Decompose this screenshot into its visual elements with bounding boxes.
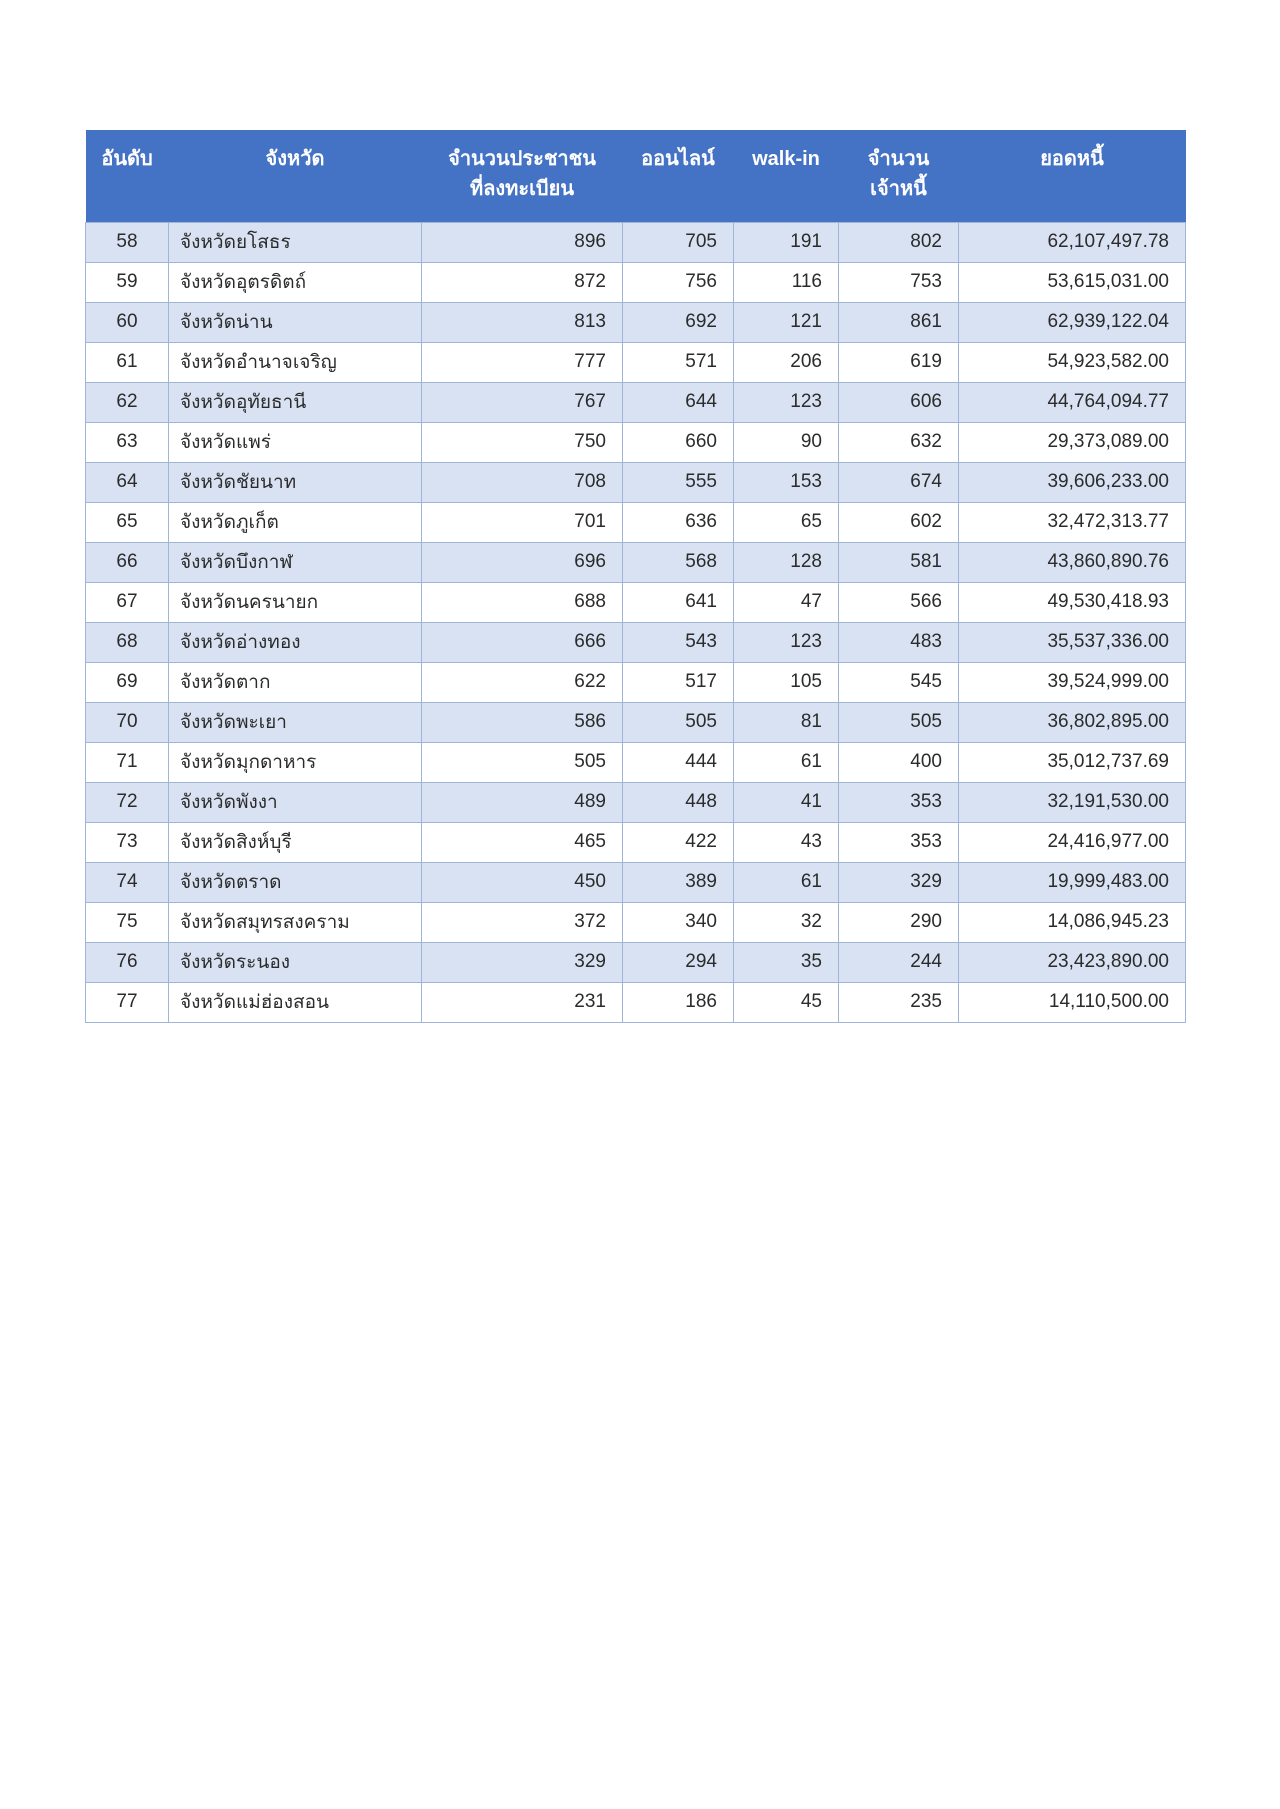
cell-walkin: 123 <box>734 382 839 422</box>
cell-registered: 767 <box>422 382 623 422</box>
cell-creditors: 753 <box>839 262 959 302</box>
cell-online: 660 <box>623 422 734 462</box>
cell-online: 505 <box>623 702 734 742</box>
cell-registered: 666 <box>422 622 623 662</box>
cell-registered: 372 <box>422 902 623 942</box>
cell-rank: 67 <box>86 582 169 622</box>
col-header-registered <box>422 130 623 222</box>
cell-registered: 329 <box>422 942 623 982</box>
cell-debt: 62,107,497.78 <box>959 222 1186 262</box>
cell-registered: 777 <box>422 342 623 382</box>
cell-walkin: 153 <box>734 462 839 502</box>
table-row <box>86 542 1186 582</box>
cell-creditors: 545 <box>839 662 959 702</box>
cell-creditors: 290 <box>839 902 959 942</box>
cell-debt: 24,416,977.00 <box>959 822 1186 862</box>
cell-online: 340 <box>623 902 734 942</box>
cell-online: 448 <box>623 782 734 822</box>
cell-creditors: 606 <box>839 382 959 422</box>
cell-province: จังหวัดชัยนาท <box>169 462 422 502</box>
cell-province: จังหวัดอำนาจเจริญ <box>169 342 422 382</box>
cell-walkin: 128 <box>734 542 839 582</box>
cell-rank: 68 <box>86 622 169 662</box>
cell-creditors: 602 <box>839 502 959 542</box>
cell-creditors: 353 <box>839 782 959 822</box>
cell-online: 705 <box>623 222 734 262</box>
province-debt-table <box>85 130 1186 1023</box>
cell-registered: 688 <box>422 582 623 622</box>
cell-online: 517 <box>623 662 734 702</box>
cell-debt: 62,939,122.04 <box>959 302 1186 342</box>
table-row <box>86 342 1186 382</box>
cell-walkin: 81 <box>734 702 839 742</box>
cell-creditors: 483 <box>839 622 959 662</box>
cell-province: จังหวัดสิงห์บุรี <box>169 822 422 862</box>
cell-walkin: 43 <box>734 822 839 862</box>
cell-rank: 74 <box>86 862 169 902</box>
cell-province: จังหวัดอุทัยธานี <box>169 382 422 422</box>
cell-creditors: 566 <box>839 582 959 622</box>
cell-registered: 489 <box>422 782 623 822</box>
cell-creditors: 329 <box>839 862 959 902</box>
table-row <box>86 222 1186 262</box>
cell-walkin: 105 <box>734 662 839 702</box>
cell-creditors: 674 <box>839 462 959 502</box>
cell-walkin: 123 <box>734 622 839 662</box>
cell-online: 294 <box>623 942 734 982</box>
cell-rank: 70 <box>86 702 169 742</box>
cell-registered: 465 <box>422 822 623 862</box>
cell-province: จังหวัดน่าน <box>169 302 422 342</box>
cell-creditors: 802 <box>839 222 959 262</box>
cell-online: 186 <box>623 982 734 1022</box>
cell-registered: 586 <box>422 702 623 742</box>
table-row <box>86 902 1186 942</box>
col-header-walkin <box>734 130 839 222</box>
cell-walkin: 191 <box>734 222 839 262</box>
cell-online: 571 <box>623 342 734 382</box>
col-header-registered-label-line1: จำนวนประชาชน <box>448 148 596 170</box>
cell-registered: 622 <box>422 662 623 702</box>
col-header-online <box>623 130 734 222</box>
cell-creditors: 861 <box>839 302 959 342</box>
cell-rank: 64 <box>86 462 169 502</box>
cell-province: จังหวัดบึงกาฬ <box>169 542 422 582</box>
table-row <box>86 502 1186 542</box>
cell-debt: 35,537,336.00 <box>959 622 1186 662</box>
cell-walkin: 45 <box>734 982 839 1022</box>
col-header-debt <box>959 130 1186 222</box>
cell-registered: 813 <box>422 302 623 342</box>
cell-debt: 44,764,094.77 <box>959 382 1186 422</box>
table-row <box>86 662 1186 702</box>
cell-online: 692 <box>623 302 734 342</box>
cell-online: 444 <box>623 742 734 782</box>
cell-rank: 72 <box>86 782 169 822</box>
cell-rank: 75 <box>86 902 169 942</box>
cell-province: จังหวัดระนอง <box>169 942 422 982</box>
cell-creditors: 353 <box>839 822 959 862</box>
cell-rank: 65 <box>86 502 169 542</box>
cell-online: 644 <box>623 382 734 422</box>
cell-walkin: 32 <box>734 902 839 942</box>
cell-registered: 750 <box>422 422 623 462</box>
table-header <box>86 130 1186 222</box>
table-row <box>86 622 1186 662</box>
cell-debt: 53,615,031.00 <box>959 262 1186 302</box>
cell-province: จังหวัดแพร่ <box>169 422 422 462</box>
cell-creditors: 235 <box>839 982 959 1022</box>
table-row <box>86 702 1186 742</box>
table-row <box>86 582 1186 622</box>
cell-debt: 32,191,530.00 <box>959 782 1186 822</box>
cell-online: 555 <box>623 462 734 502</box>
cell-province: จังหวัดภูเก็ต <box>169 502 422 542</box>
header-row <box>86 130 1186 222</box>
cell-rank: 60 <box>86 302 169 342</box>
cell-rank: 76 <box>86 942 169 982</box>
cell-registered: 701 <box>422 502 623 542</box>
cell-creditors: 400 <box>839 742 959 782</box>
col-header-rank <box>86 130 169 222</box>
cell-online: 543 <box>623 622 734 662</box>
cell-debt: 39,606,233.00 <box>959 462 1186 502</box>
cell-rank: 73 <box>86 822 169 862</box>
cell-walkin: 116 <box>734 262 839 302</box>
cell-registered: 696 <box>422 542 623 582</box>
cell-online: 641 <box>623 582 734 622</box>
table-row <box>86 862 1186 902</box>
cell-province: จังหวัดตาก <box>169 662 422 702</box>
cell-creditors: 505 <box>839 702 959 742</box>
cell-walkin: 61 <box>734 862 839 902</box>
cell-province: จังหวัดมุกดาหาร <box>169 742 422 782</box>
cell-walkin: 35 <box>734 942 839 982</box>
cell-debt: 14,086,945.23 <box>959 902 1186 942</box>
col-header-creditors-label-line2: เจ้าหนี้ <box>870 178 927 200</box>
cell-province: จังหวัดอุตรดิตถ์ <box>169 262 422 302</box>
table-row <box>86 462 1186 502</box>
table-row <box>86 942 1186 982</box>
col-header-province-label: จังหวัด <box>265 148 325 170</box>
cell-rank: 58 <box>86 222 169 262</box>
cell-walkin: 61 <box>734 742 839 782</box>
col-header-registered-label-line2: ที่ลงทะเบียน <box>469 178 575 200</box>
table-row <box>86 782 1186 822</box>
cell-walkin: 65 <box>734 502 839 542</box>
table-row <box>86 742 1186 782</box>
cell-registered: 896 <box>422 222 623 262</box>
cell-rank: 63 <box>86 422 169 462</box>
table-row <box>86 422 1186 462</box>
table-row <box>86 382 1186 422</box>
cell-debt: 23,423,890.00 <box>959 942 1186 982</box>
cell-rank: 62 <box>86 382 169 422</box>
cell-province: จังหวัดยโสธร <box>169 222 422 262</box>
cell-online: 636 <box>623 502 734 542</box>
col-header-province <box>169 130 422 222</box>
cell-rank: 61 <box>86 342 169 382</box>
table-row <box>86 982 1186 1022</box>
col-header-creditors <box>839 130 959 222</box>
cell-walkin: 41 <box>734 782 839 822</box>
cell-creditors: 581 <box>839 542 959 582</box>
cell-online: 756 <box>623 262 734 302</box>
cell-province: จังหวัดพะเยา <box>169 702 422 742</box>
cell-online: 389 <box>623 862 734 902</box>
cell-province: จังหวัดอ่างทอง <box>169 622 422 662</box>
cell-province: จังหวัดพังงา <box>169 782 422 822</box>
cell-walkin: 90 <box>734 422 839 462</box>
col-header-online-label: ออนไลน์ <box>641 148 715 170</box>
cell-online: 422 <box>623 822 734 862</box>
cell-province: จังหวัดสมุทรสงคราม <box>169 902 422 942</box>
cell-registered: 231 <box>422 982 623 1022</box>
cell-creditors: 244 <box>839 942 959 982</box>
cell-registered: 872 <box>422 262 623 302</box>
col-header-creditors-label-line1: จำนวน <box>867 148 930 170</box>
cell-debt: 49,530,418.93 <box>959 582 1186 622</box>
cell-rank: 77 <box>86 982 169 1022</box>
cell-debt: 54,923,582.00 <box>959 342 1186 382</box>
col-header-debt-label: ยอดหนี้ <box>1040 148 1104 170</box>
cell-debt: 39,524,999.00 <box>959 662 1186 702</box>
cell-debt: 14,110,500.00 <box>959 982 1186 1022</box>
cell-province: จังหวัดตราด <box>169 862 422 902</box>
cell-province: จังหวัดนครนายก <box>169 582 422 622</box>
cell-creditors: 632 <box>839 422 959 462</box>
cell-registered: 505 <box>422 742 623 782</box>
cell-debt: 35,012,737.69 <box>959 742 1186 782</box>
cell-rank: 69 <box>86 662 169 702</box>
cell-creditors: 619 <box>839 342 959 382</box>
cell-walkin: 47 <box>734 582 839 622</box>
table-row <box>86 822 1186 862</box>
cell-walkin: 206 <box>734 342 839 382</box>
cell-province: จังหวัดแม่ฮ่องสอน <box>169 982 422 1022</box>
cell-online: 568 <box>623 542 734 582</box>
table-row <box>86 262 1186 302</box>
col-header-rank-label: อันดับ <box>101 148 153 170</box>
col-header-walkin-label: walk-in <box>752 148 820 170</box>
cell-debt: 43,860,890.76 <box>959 542 1186 582</box>
cell-debt: 36,802,895.00 <box>959 702 1186 742</box>
cell-debt: 19,999,483.00 <box>959 862 1186 902</box>
cell-rank: 71 <box>86 742 169 782</box>
cell-registered: 708 <box>422 462 623 502</box>
table-row <box>86 302 1186 342</box>
cell-debt: 29,373,089.00 <box>959 422 1186 462</box>
table-body <box>86 222 1186 1022</box>
cell-registered: 450 <box>422 862 623 902</box>
cell-rank: 59 <box>86 262 169 302</box>
cell-walkin: 121 <box>734 302 839 342</box>
cell-debt: 32,472,313.77 <box>959 502 1186 542</box>
cell-rank: 66 <box>86 542 169 582</box>
